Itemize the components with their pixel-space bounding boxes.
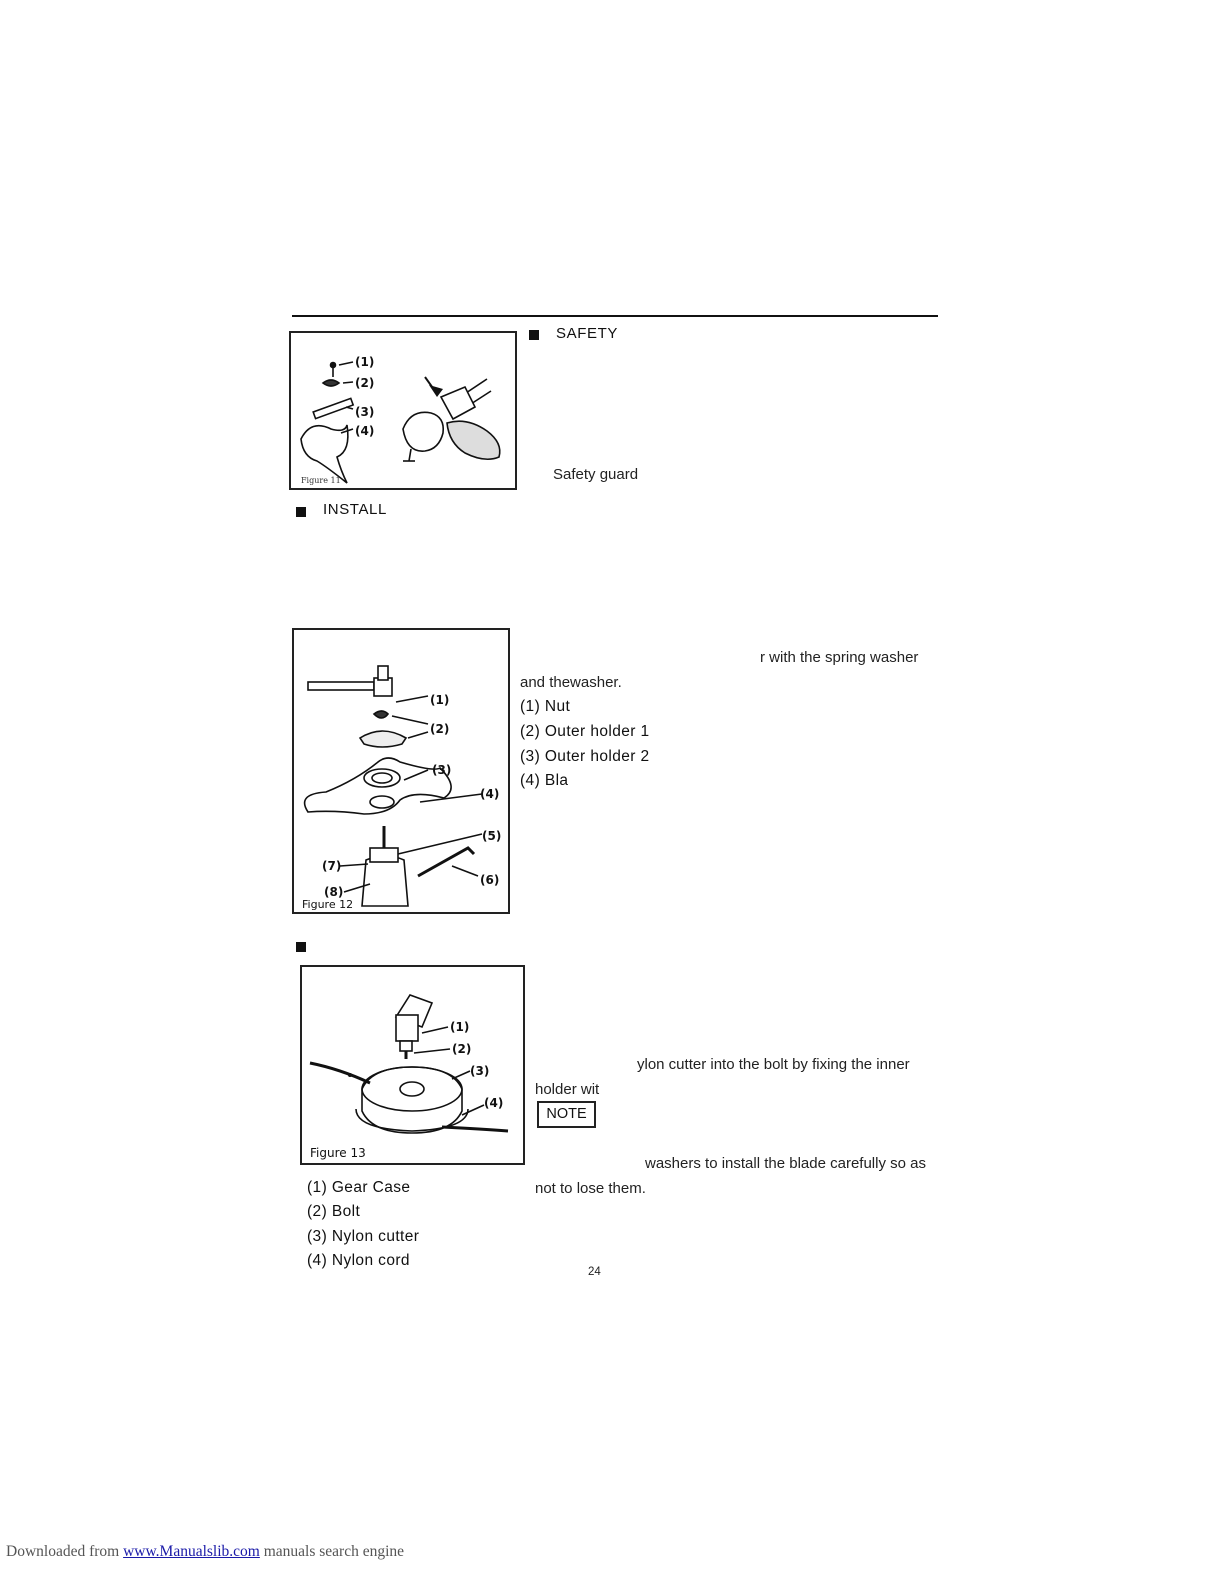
nylon-text-line1: ylon cutter into the bolt by fixing the inner — [637, 1056, 910, 1073]
fig12-callout-7: (7) — [322, 859, 342, 873]
fig13-caption: Figure 13 — [310, 1146, 366, 1160]
safety-heading: SAFETY — [556, 325, 618, 342]
blade-text-line2: and thewasher. — [520, 674, 622, 691]
fig13-callout-4: (4) — [484, 1096, 504, 1110]
fig12-caption: Figure 12 — [302, 898, 354, 911]
note-label: NOTE — [537, 1101, 596, 1128]
nylon-text-line2: holder wit — [535, 1081, 600, 1098]
blade-text-line1: r with the spring washer — [760, 649, 919, 666]
footer-link[interactable]: www.Manualslib.com — [123, 1543, 260, 1560]
fig12-callout-5: (5) — [482, 829, 502, 843]
blade-part-2: (2) Outer holder 1 — [520, 723, 650, 740]
fig13-part-2: (2) Bolt — [307, 1203, 361, 1220]
safety-bullet-icon — [529, 330, 539, 340]
note-text-line1: washers to install the blade carefully so as — [645, 1155, 926, 1172]
blade-part-4: (4) Bla — [520, 772, 569, 789]
fig12-callout-1: (1) — [430, 693, 450, 707]
safety-guard-text: Safety guard — [553, 466, 639, 483]
blade-part-1: (1) Nut — [520, 698, 571, 715]
fig13-callout-3: (3) — [470, 1064, 490, 1078]
fig12-callout-4: (4) — [480, 787, 500, 801]
install-bullet-icon — [296, 507, 306, 517]
fig11-callout-4: (4) — [355, 424, 375, 438]
figure-13 — [300, 965, 525, 1165]
blade-part-3: (3) Outer holder 2 — [520, 748, 650, 765]
fig13-part-3: (3) Nylon cutter — [307, 1228, 420, 1245]
fig11-callout-1: (1) — [355, 355, 375, 369]
fig12-callout-8: (8) — [324, 885, 344, 899]
fig12-callout-2: (2) — [430, 722, 450, 736]
install-heading: INSTALL — [323, 501, 387, 518]
fig11-callout-2: (2) — [355, 376, 375, 390]
fig12-callout-3: (3) — [432, 763, 452, 777]
top-rule — [292, 315, 938, 317]
footer-suffix: manuals search engine — [259, 1543, 405, 1560]
footer-prefix: Downloaded from — [6, 1543, 124, 1560]
fig12-callout-6: (6) — [480, 873, 500, 887]
note-text-line2: not to lose them. — [535, 1180, 646, 1197]
fig13-part-4: (4) Nylon cord — [307, 1252, 410, 1269]
page-number: 24 — [588, 1266, 601, 1278]
figure-11 — [289, 331, 517, 490]
figure-12 — [292, 628, 510, 914]
fig11-callout-3: (3) — [355, 405, 375, 419]
fig13-part-1: (1) Gear Case — [307, 1179, 411, 1196]
fig13-callout-1: (1) — [450, 1020, 470, 1034]
fig11-caption: Figure 11 — [301, 476, 341, 485]
nylon-bullet-icon — [296, 942, 306, 952]
footer — [6, 1543, 404, 1561]
fig13-callout-2: (2) — [452, 1042, 472, 1056]
